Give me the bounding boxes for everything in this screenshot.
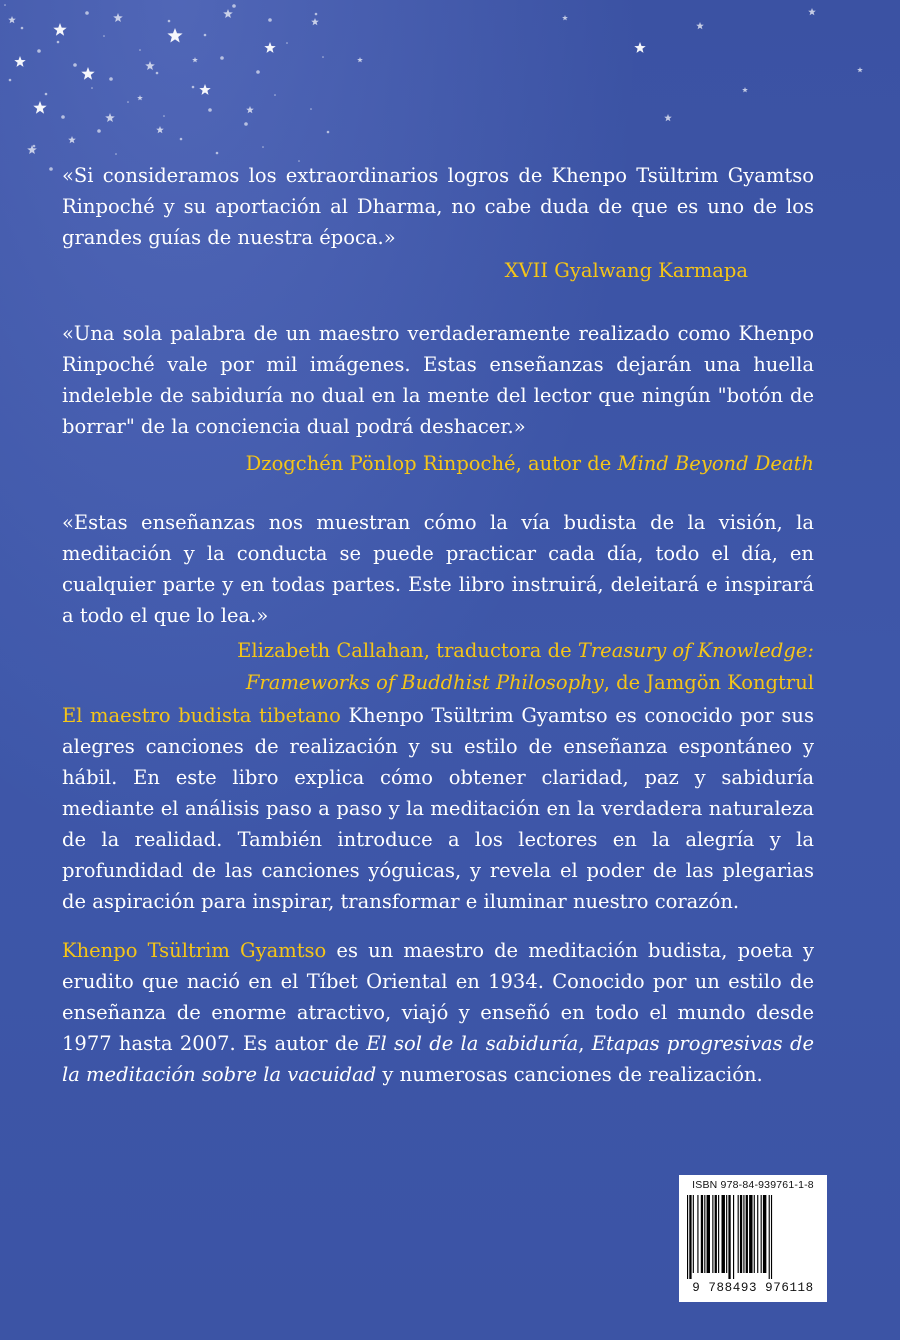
star-dot bbox=[286, 42, 288, 44]
star-dot bbox=[91, 87, 93, 89]
isbn-label: ISBN 978-84-939761-1-8 bbox=[692, 1179, 814, 1191]
star-icon bbox=[68, 136, 76, 143]
star-dot bbox=[192, 86, 195, 89]
quote-attribution: XVII Gyalwang Karmapa bbox=[504, 259, 748, 282]
star-dot bbox=[127, 101, 129, 103]
barcode-bar bbox=[743, 1195, 744, 1273]
barcode-bar bbox=[746, 1195, 748, 1273]
star-icon bbox=[857, 67, 863, 72]
star-icon bbox=[81, 67, 94, 80]
star-dot bbox=[232, 4, 236, 8]
barcode-bar bbox=[769, 1195, 770, 1279]
star-icon bbox=[167, 28, 182, 43]
author-bio bbox=[62, 935, 814, 1090]
star-icon bbox=[742, 87, 748, 92]
quote-ponlop bbox=[62, 318, 814, 480]
star-icon bbox=[246, 106, 254, 113]
description-lead: El maestro budista tibetano bbox=[62, 704, 341, 727]
star-dot bbox=[139, 49, 141, 51]
star-dot bbox=[33, 145, 36, 148]
barcode-bar bbox=[718, 1195, 719, 1273]
barcode-bar bbox=[738, 1195, 739, 1273]
barcode-bar bbox=[749, 1195, 752, 1273]
attribution-book-title: Treasury of Knowledge: bbox=[577, 639, 814, 662]
star-icon bbox=[357, 57, 363, 62]
star-dot bbox=[274, 94, 276, 96]
star-icon bbox=[264, 42, 275, 53]
star-dot bbox=[97, 129, 101, 133]
star-icon bbox=[14, 56, 25, 67]
barcode-bar bbox=[761, 1195, 762, 1273]
star-icon bbox=[562, 15, 568, 20]
book-description bbox=[62, 700, 814, 917]
star-dot bbox=[163, 115, 165, 117]
bio-separator: , bbox=[578, 1032, 592, 1055]
description-paragraph bbox=[62, 700, 814, 917]
quote-karmapa bbox=[62, 160, 814, 287]
star-dot bbox=[61, 115, 65, 119]
ean-digits: 9 788493 976118 bbox=[692, 1281, 814, 1295]
author-name: Khenpo Tsültrim Gyamtso bbox=[62, 939, 327, 962]
quote-attribution bbox=[62, 635, 814, 699]
star-dot bbox=[37, 49, 41, 53]
star-icon bbox=[311, 18, 319, 25]
barcode-bar bbox=[726, 1195, 727, 1273]
attribution-book-title: Mind Beyond Death bbox=[617, 452, 814, 475]
book-title-1: El sol de la sabiduría bbox=[366, 1032, 579, 1055]
quote-text: «Estas enseñanzas nos muestran cómo la vía budista de la visión, la meditación y la conducta se puede practicar cada día, todo el día, en cualquier parte y en todas partes. Este libro instruirá, deleitará e inspirará a todo el que lo lea.» bbox=[62, 511, 814, 627]
quote-attribution bbox=[62, 448, 814, 480]
barcode-bar bbox=[733, 1195, 734, 1279]
star-icon bbox=[223, 9, 233, 18]
star-dot bbox=[9, 79, 12, 82]
star-dot bbox=[256, 70, 260, 74]
description-body: Khenpo Tsültrim Gyamtso es conocido por sus alegres canciones de realización y su estilo de enseñanza espontáneo y hábil. En este libro explica cómo obtener claridad, paz y sabiduría mediante el análisis paso a paso y la meditación en la verdadera naturaleza de la realidad. También introduce a los lectores en la alegría y la profundidad de las canciones yóguicas, y revela el poder de las plegarias de aspiración para inspirar, transformar e iluminar nuestro corazón. bbox=[62, 704, 814, 913]
book-title-2: Etapas progresivas de la meditación sobre la vacuidad bbox=[62, 1032, 814, 1086]
star-dot bbox=[268, 18, 272, 22]
star-dot bbox=[4, 4, 6, 6]
attribution-name: Dzogchén Pönlop Rinpoché, autor de bbox=[245, 452, 618, 475]
star-dot bbox=[21, 27, 24, 30]
barcode-bar bbox=[740, 1195, 742, 1273]
barcode-bar bbox=[712, 1195, 713, 1273]
barcode-bar bbox=[697, 1195, 698, 1273]
attribution-book-title-cont: Frameworks of Buddhist Philosophy bbox=[245, 671, 604, 694]
star-icon bbox=[664, 114, 672, 121]
bio-body: es un maestro de meditación budista, poeta y erudito que nació en el Tíbet Oriental en 1934. Conocido por un estilo de enseñanza de enorme atractivo, viajó y enseñó en todo el mundo desde 1977 hasta 2007. Es autor de bbox=[62, 939, 814, 1055]
star-dot bbox=[315, 13, 318, 16]
quote-callahan bbox=[62, 507, 814, 699]
star-icon bbox=[53, 23, 66, 36]
quote-text: «Si consideramos los extraordinarios logros de Khenpo Tsültrim Gyamtso Rinpoché y su aportación al Dharma, no cabe duda de que es uno de los grandes guías de nuestra época.» bbox=[62, 164, 814, 249]
barcode-bar bbox=[763, 1195, 766, 1273]
star-dot bbox=[57, 41, 60, 44]
star-dot bbox=[115, 153, 117, 155]
star-dot bbox=[168, 20, 171, 23]
star-dot bbox=[262, 146, 264, 148]
star-icon bbox=[808, 8, 816, 15]
star-icon bbox=[113, 13, 123, 22]
star-dot bbox=[109, 77, 113, 81]
star-dot bbox=[220, 56, 224, 60]
star-icon bbox=[192, 57, 198, 62]
barcode-bar bbox=[701, 1195, 703, 1273]
star-dot bbox=[156, 72, 159, 75]
star-icon bbox=[199, 84, 210, 95]
quote-text: «Una sola palabra de un maestro verdaderamente realizado como Khenpo Rinpoché vale por mil imágenes. Estas enseñanzas dejarán una huella indeleble de sabiduría no dual en la mente del lector que ningún "botón de borrar" de la conciencia dual podrá deshacer.» bbox=[62, 322, 814, 438]
star-icon bbox=[8, 16, 16, 23]
star-dot bbox=[180, 138, 183, 141]
barcode-bar bbox=[707, 1195, 710, 1273]
bio-paragraph bbox=[62, 935, 814, 1090]
star-icon bbox=[137, 95, 143, 100]
barcode-bar bbox=[728, 1195, 730, 1279]
barcode-bar bbox=[722, 1195, 725, 1273]
star-dot bbox=[103, 35, 105, 37]
star-icon bbox=[105, 113, 115, 122]
barcode-bar bbox=[715, 1195, 717, 1273]
barcode-bar bbox=[704, 1195, 705, 1273]
barcode-bar bbox=[687, 1195, 688, 1279]
star-dot bbox=[322, 56, 324, 58]
barcode-bar bbox=[757, 1195, 758, 1273]
star-dot bbox=[208, 108, 212, 112]
attribution-name: Elizabeth Callahan, traductora de bbox=[237, 639, 578, 662]
star-icon bbox=[156, 126, 164, 133]
star-dot bbox=[244, 122, 248, 126]
bio-closing: y numerosas canciones de realización. bbox=[376, 1063, 763, 1086]
isbn-barcode bbox=[679, 1175, 827, 1302]
star-icon bbox=[634, 42, 645, 53]
barcode-bar bbox=[754, 1195, 755, 1273]
star-dot bbox=[45, 93, 48, 96]
barcode-bar bbox=[693, 1195, 694, 1273]
barcode-bar bbox=[771, 1195, 772, 1279]
barcode-bar bbox=[689, 1195, 691, 1279]
star-dot bbox=[204, 34, 207, 37]
star-icon bbox=[33, 101, 46, 114]
star-dot bbox=[73, 63, 77, 67]
barcode-bars bbox=[687, 1195, 819, 1279]
star-dot bbox=[85, 11, 89, 15]
star-dot bbox=[49, 167, 53, 171]
star-icon bbox=[145, 61, 155, 70]
star-icon bbox=[696, 22, 704, 29]
star-dot bbox=[310, 108, 312, 110]
star-dot bbox=[327, 131, 330, 134]
star-dot bbox=[216, 152, 219, 155]
star-icon bbox=[27, 145, 37, 154]
attribution-suffix: , de Jamgön Kongtrul bbox=[603, 671, 814, 694]
